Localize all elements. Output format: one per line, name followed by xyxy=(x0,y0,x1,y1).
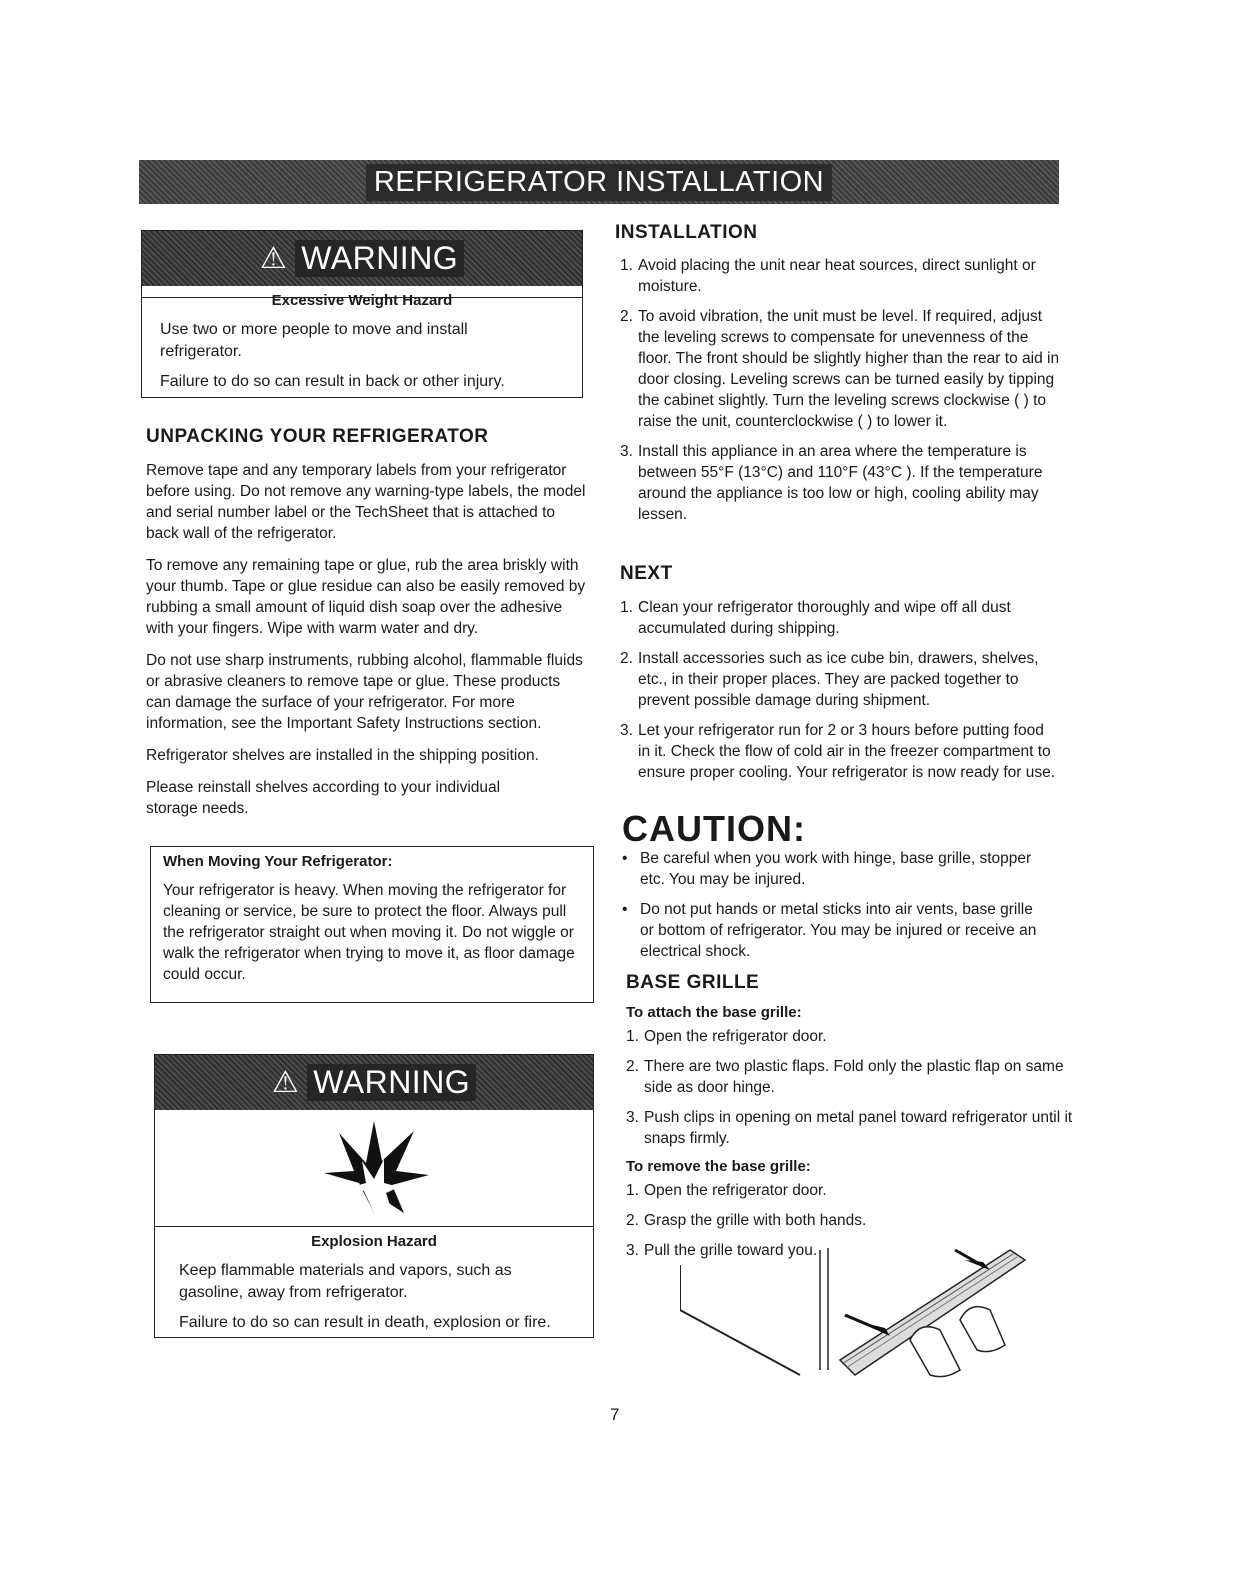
list-item: 3. Pull the grille toward you. xyxy=(626,1242,818,1259)
unpacking-body xyxy=(146,460,586,830)
warning-text: Failure to do so can result in back or other injury. xyxy=(160,373,505,390)
list-item: 2. Install accessories such as ice cube bin, drawers, shelves, etc., in their proper places. They are packed together to prevent possible damage during shipment. xyxy=(620,650,1039,709)
list-item: 3. Push clips in opening on metal panel toward refrigerator until it snaps firmly. xyxy=(626,1109,1073,1147)
moving-notice-box xyxy=(150,846,594,1003)
list-item: 2. To avoid vibration, the unit must be level. If required, adjust the leveling screws to compensate for unevenness of the floor. The front should be slightly higher than the rear to aid in door closing. Leveling screws can be turned easily by tipping the cabinet slightly. Turn the leveling screws clockwise ( ) to raise the unit, counterclockwise ( ) to lower it. xyxy=(620,308,1060,430)
caution-heading: CAUTION: xyxy=(622,808,806,849)
caution-list xyxy=(622,848,1042,971)
warning-triangle-icon: ⚠ xyxy=(271,1066,300,1099)
banner-title: REFRIGERATOR INSTALLATION xyxy=(366,164,832,201)
explosion-icon xyxy=(155,1110,593,1227)
paragraph: To remove any remaining tape or glue, rub the area briskly with your thumb. Tape or glue residue can also be easily removed by rubbing a small amount of liquid dish soap over the adhesive with your fingers. Wipe with warm water and dry. xyxy=(146,557,586,637)
warning-header xyxy=(142,231,582,286)
warning-text: Failure to do so can result in death, explosion or fire. xyxy=(179,1314,551,1331)
installation-heading: INSTALLATION xyxy=(615,222,758,243)
base-grille-illustration xyxy=(680,1230,1040,1390)
list-item: 1. Avoid placing the unit near heat sources, direct sunlight or moisture. xyxy=(620,257,1036,295)
paragraph: Please reinstall shelves according to your individual storage needs. xyxy=(146,779,501,817)
list-item: • Be careful when you work with hinge, base grille, stopper etc. You may be injured. xyxy=(622,850,1032,888)
list-item: 3. Let your refrigerator run for 2 or 3 hours before putting food in it. Check the flow of cold air in the freezer compartment to ensure proper cooling. Your refrigerator is now ready for use. xyxy=(620,722,1056,781)
list-item: 1. Open the refrigerator door. xyxy=(626,1028,827,1045)
list-item: 1. Clean your refrigerator thoroughly and wipe off all dust accumulated during shipping. xyxy=(620,599,1011,637)
hazard-title: Excessive Weight Hazard xyxy=(271,292,453,309)
next-list xyxy=(620,597,1060,792)
hazard-title: Explosion Hazard xyxy=(311,1233,437,1250)
moving-notice-title: When Moving Your Refrigerator: xyxy=(163,853,393,870)
paragraph: Do not use sharp instruments, rubbing alcohol, flammable fluids or abrasive cleaners to remove tape or glue. These products can damage the surface of your refrigerator. For more information, see the Important Safety Instructions section. xyxy=(146,652,583,732)
unpacking-heading: UNPACKING YOUR REFRIGERATOR xyxy=(146,426,489,447)
moving-notice-text: Your refrigerator is heavy. When moving the refrigerator for cleaning or service, be sure to protect the floor. Always pull the refrigerator straight out when moving it. Do not wiggle or walk the refrigerator when trying to move it, as floor damage could occur. xyxy=(163,882,575,983)
warning-triangle-icon: ⚠ xyxy=(259,242,288,275)
attach-subheading: To attach the base grille: xyxy=(626,1004,802,1021)
remove-subheading: To remove the base grille: xyxy=(626,1158,811,1175)
page-number: 7 xyxy=(610,1405,620,1424)
warning-header xyxy=(155,1055,593,1110)
warning-text: Use two or more people to move and install refrigerator. xyxy=(160,321,468,360)
list-item: 3. Install this appliance in an area where the temperature is between 55°F (13°C) and 110°F (43°C ). If the temperature around the appliance is too low or high, cooling ability may lessen. xyxy=(620,443,1043,523)
warning-text: Keep flammable materials and vapors, such as gasoline, away from refrigerator. xyxy=(179,1262,512,1301)
list-item: 2. Grasp the grille with both hands. xyxy=(626,1212,867,1229)
list-item: 1. Open the refrigerator door. xyxy=(626,1182,827,1199)
explosion-warning-panel xyxy=(154,1054,594,1338)
list-item: 2. There are two plastic flaps. Fold only the plastic flap on same side as door hinge. xyxy=(626,1058,1064,1096)
warning-label: WARNING xyxy=(295,240,464,277)
attach-list xyxy=(626,1026,1076,1149)
paragraph: Refrigerator shelves are installed in the shipping position. xyxy=(146,747,539,764)
next-heading: NEXT xyxy=(620,563,673,584)
warning-label: WARNING xyxy=(307,1064,476,1101)
installation-list xyxy=(620,255,1060,534)
weight-warning-panel xyxy=(141,230,583,398)
list-item: • Do not put hands or metal sticks into air vents, base grille or bottom of refrigerator. You may be injured or receive an electrical shock. xyxy=(622,901,1037,960)
base-grille-heading: BASE GRILLE xyxy=(626,972,760,993)
paragraph: Remove tape and any temporary labels from your refrigerator before using. Do not remove any warning-type labels, the model and serial number label or the TechSheet that is attached to back wall of the refrigerator. xyxy=(146,462,586,542)
section-banner xyxy=(139,160,1059,204)
